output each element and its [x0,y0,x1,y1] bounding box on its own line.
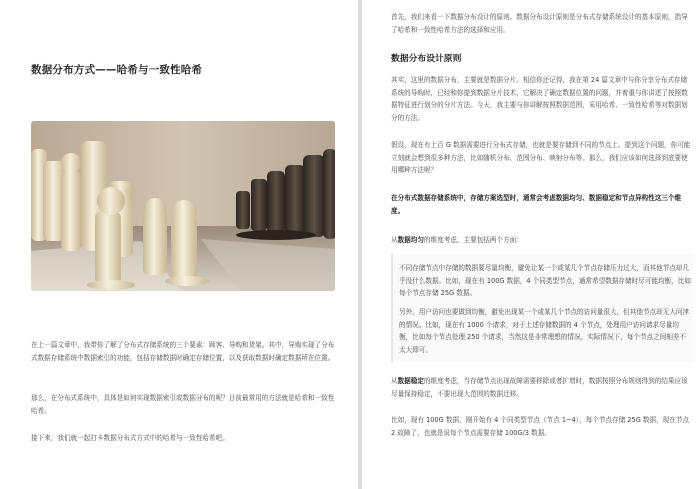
paragraph: 假设，现在有上百 G 数据需要进行分布式存储，也就是要存储到不同的节点上。提到这个问题，你可能立刻就会想到很多种方法，比如随机分布、范围分布、映射分布等。那么，我们应该如何选择到底要使用哪种方法呢？ [391,141,691,175]
section-heading: 数据分布设计原则 [391,54,462,64]
emphasis: 数据稳定 [397,377,424,385]
quote-paragraph: 不同存储节点中存储的数据要尽量均衡，避免让某一个或某几个节点存储压力过大，而其他节点却几乎没什么数据。比如，现在有 100G 数据，4 个同类型节点，通常希望数据存储时尽可能均衡，比如每个节点存储 25G 数据。 [399,264,691,298]
paragraph: 首先，我们来看一下数据分布设计的原则。数据分布设计原则是分布式存储系统设计的基本原则，指导了哈希和一致性哈希方法的选择和应用。 [391,13,688,34]
paragraph: 比如，现有 100G 数据，刚开始有 4 个同类型节点（节点 1~4），每个节点存储 25G 数据，现在节点 2 故障了，也就是说每个节点需要存储 100G/3 数据。 [391,416,690,437]
paragraph: 接下来，我们就一起打卡数据分布式方式中的哈希与一致性哈希吧。 [31,434,229,442]
quote-paragraph: 另外，用户访问也要做到均衡，避免出现某一个或某几个节点的访问量很大，但其他节点却无人问津的情况。比如，现在有 1000 个请求，对于上述存储数据的 4 个节点，处理用户访问请求尽量均衡，比如每个节点处理 250 个请求，当然这是非常理想的情况，实际情况下，每个节点之间相差不太大即可。 [399,308,690,354]
emphasis: 数据均匀 [397,236,424,244]
article-title: 数据分布方式——哈希与一致性哈希 [31,64,203,76]
chess-pieces-photo [31,121,335,291]
paragraph: 从数据稳定的维度考虑，当存储节点出现故障需要移除或者扩增时，数据按照分布规则得到的结果应该尽量保持稳定，不要出现大范围的数据迁移。 [391,377,688,398]
right-page [362,0,700,489]
paragraph: 从数据均匀的维度考虑，主要包括两个方面： [391,236,523,244]
paragraph: 在上一篇文章中，我带你了解了分布式存储系统的三个要素：顾客、导购和货架。其中，导购实现了分布式数据存储系统中数据索引的功能，包括存储数据时确定存储位置，以及获取数据时确定数据所在位置。 [31,341,335,362]
paragraph: 其实，这里的数据分布，主要就是数据分片。相信你还记得，我在第 24 篇文章中与你分享分布式存储系统的导购时，已经和你提到数据分片技术，它解决了确定数据位置的问题，并着重与你讲述了按照数据特征进行划分的分片方法。今天，我主要与你讲解按照数据范围，采用哈希、一致性哈希等对数据划分的方法。 [391,76,688,122]
paragraph: 那么，在分布式系统中，具体是如何实现数据索引或数据分布的呢？目前最常用的方法就是哈希和一致性哈希。 [31,394,335,415]
bold-paragraph: 在分布式数据存储系统中，存储方案选型时，通常会考虑数据均匀、数据稳定和节点异构性这三个维度。 [391,194,682,215]
